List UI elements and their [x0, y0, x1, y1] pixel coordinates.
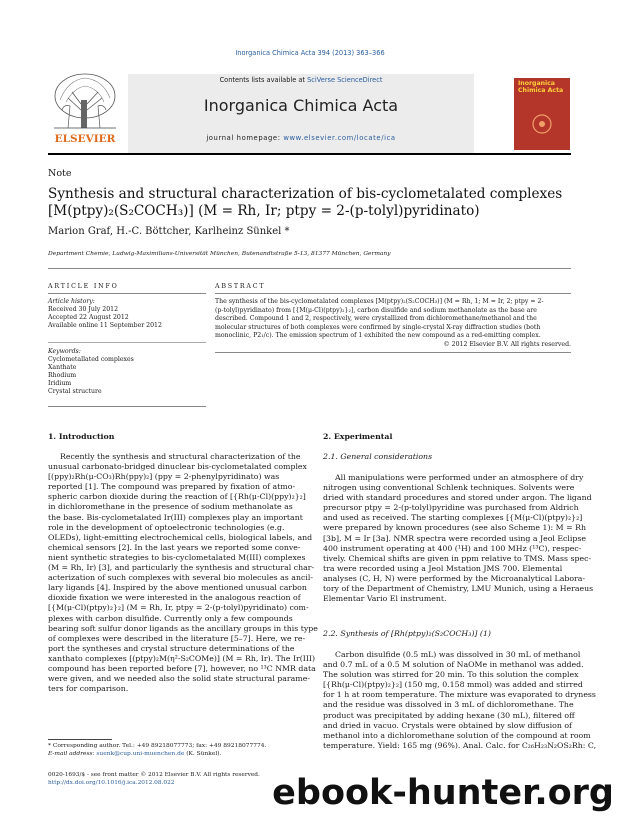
- subsection-heading-general: 2.1. General considerations: [323, 452, 433, 461]
- text-line: [(ppy)₂Rh(μ-CO₃)Rh(ppy)₂] (ppy = 2-phenylpyridinato) was: [48, 472, 280, 482]
- subsection-heading-synthesis: 2.2. Synthesis of [Rh(ptpy)₂(S₂COCH₃)] (1): [323, 629, 491, 638]
- history-received: Received 30 July 2012: [48, 306, 119, 314]
- history-accepted: Accepted 22 August 2012: [48, 314, 129, 322]
- masthead-rule: [48, 153, 571, 155]
- text-line: [{Rh(μ-Cl)(ptpy)₂}₂] (150 mg, 0.158 mmol) was added and stirred: [323, 680, 583, 690]
- text-line: dioxide fixation we were interested in the analogous reaction of: [48, 593, 301, 603]
- text-line: tively. Chemical shifts are given in ppm relative to TMS. Mass spec-: [323, 553, 592, 563]
- abstract-line: molecular structures of both complexes were confirmed by single-crystal X-ray diffraction studies (both: [215, 323, 541, 331]
- text-line: 400 instrument operating at 400 (¹H) and 100 MHz (¹³C), respec-: [323, 543, 582, 553]
- abstract-rule: [215, 293, 571, 294]
- homepage-link[interactable]: www.elsevier.com/locate/ica: [283, 134, 396, 142]
- header-divider: [48, 268, 571, 269]
- title-line-2: [M(ptpy)₂(S₂COCH₃)] (M = Rh, Ir; ptpy = 2-(p-tolyl)pyridinato): [48, 203, 480, 219]
- journal-reference[interactable]: Inorganica Chimica Acta 394 (2013) 363–366: [235, 49, 385, 57]
- text-line: lary ligands [4]. Inspired by the above mentioned unusual carbon: [48, 583, 307, 593]
- text-line: OLEDs), light-emitting electrochemical cells, biological labels, and: [48, 532, 313, 542]
- text-line: and the residue was dissolved in 3 mL of dichloromethane. The: [323, 700, 574, 710]
- text-line: of complexes were described in the literature [5–7]. Here, we re-: [48, 633, 306, 643]
- history-label: Article history:: [48, 298, 95, 305]
- article-info-heading: ARTICLE INFO: [48, 283, 119, 290]
- text-line: methanol into a dichloromethane solution of the compound at room: [323, 730, 591, 740]
- abstract-line: (p-tolyl)pyridinato) from [{M(μ-Cl)(ptpy)₂}₂], carbon disulfide and sodium methanolate as the base are: [215, 306, 537, 314]
- text-line: port the syntheses and crystal structure determinations of the: [48, 643, 295, 653]
- keywords-label: Keywords:: [48, 348, 81, 355]
- issn-line: 0020-1693/$ - see front matter © 2012 Elsevier B.V. All rights reserved.: [48, 772, 260, 778]
- front-matter-info: [48, 771, 260, 787]
- text-line: temperature. Yield: 165 mg (96%). Anal. Calc. for C₂₆H₂₃N₂OS₂Rh: C,: [323, 740, 597, 750]
- text-line: and 0.7 mL of a 0.5 M solution of NaOMe in methanol was added.: [323, 660, 584, 670]
- keyword-item: Cyclometallated complexes: [48, 356, 134, 364]
- homepage-label: journal homepage:: [206, 134, 284, 142]
- introduction-text: [48, 452, 318, 694]
- text-line: All manipulations were performed under an atmosphere of dry: [335, 473, 584, 482]
- text-line: dried with standard procedures and stored under argon. The ligand: [323, 493, 592, 503]
- abstract-line: monoclinic, P2₁/c). The emission spectrum of 1 exhibited the new compound as a red-emitting complex.: [215, 332, 541, 339]
- section-heading-experimental: 2. Experimental: [323, 432, 393, 441]
- text-line: in dichloromethane in the presence of sodium methanolate as: [48, 502, 293, 512]
- keywords: [48, 348, 208, 397]
- journal-masthead: [48, 70, 571, 155]
- text-line: for 1 h at room temperature. The mixture was evaporated to dryness: [323, 690, 596, 700]
- text-line: precursor ptpy = 2-(p-tolyl)pyridine was purchased from Aldrich: [323, 503, 579, 513]
- footnote-email-link[interactable]: suenk@cup.uni-muenchen.de: [96, 751, 185, 758]
- abstract-copyright: © 2012 Elsevier B.V. All rights reserved.: [443, 340, 571, 348]
- article-history: [48, 298, 208, 330]
- article-type: Note: [48, 168, 72, 179]
- abstract-body: [215, 298, 571, 349]
- journal-cover-thumbnail: [514, 78, 570, 150]
- watermark-text: ebook-hunter.org: [272, 773, 614, 813]
- text-line: were prepared by known procedures (see also Scheme 1): M = Rh: [323, 523, 586, 533]
- text-line: nient synthetic strategies to bis-cyclometalated M(III) complexes: [48, 552, 306, 562]
- abstract-end-rule: [215, 352, 571, 353]
- article-title: [48, 186, 578, 220]
- doi-link[interactable]: http://dx.doi.org/10.1016/j.ica.2012.08.022: [48, 780, 175, 786]
- corresponding-author-footnote: [48, 742, 266, 758]
- text-line: product was precipitated by adding hexane (30 mL), filtered off: [323, 710, 575, 720]
- keyword-item: Xanthate: [48, 364, 77, 372]
- history-online: Available online 11 September 2012: [48, 322, 162, 330]
- text-line: the base. Bis-cyclometalated Ir(III) complexes play an important: [48, 512, 303, 522]
- abstract-heading: ABSTRACT: [215, 283, 266, 290]
- abstract-line: described. Compound 1 and 2, respectively, were crystallized from dichloromethane/methanol and the: [215, 315, 537, 322]
- cover-title: Inorganica Chimica Acta: [518, 80, 564, 94]
- text-line: acterization of such complexes with several bio molecules as ancil-: [48, 573, 313, 583]
- keywords-rule: [48, 406, 206, 407]
- text-line: plexes with carbon disulfide. Currently only a few compounds: [48, 613, 293, 623]
- general-considerations-text: [323, 473, 594, 604]
- text-line: Carbon disulfide (0.5 mL) was dissolved in 30 mL of methanol: [335, 650, 581, 659]
- text-line: [3b], M = Ir [3a]. NMR spectra were recorded using a Jeol Eclipse: [323, 533, 587, 543]
- watermark: [272, 773, 620, 827]
- history-rule: [48, 342, 206, 343]
- text-line: Elementar Vario El instrument.: [323, 594, 447, 604]
- footnote-rule: [48, 739, 112, 740]
- text-line: [{M(μ-Cl)(ptpy)₂}₂] (M = Rh, Ir, ptpy = 2-(p-tolyl)pyridinato) com-: [48, 603, 309, 613]
- title-line-1: Synthesis and structural characterization of bis-cyclometalated complexes: [48, 186, 563, 202]
- text-line: xanthato complexes [(ptpy)₂M(η²-S₂COMe)] (M = Rh, Ir). The Ir(III): [48, 653, 316, 663]
- text-line: ters for comparison.: [48, 684, 129, 694]
- text-line: analyses (C, H, N) were performed by the Microanalytical Labora-: [323, 573, 586, 583]
- text-line: and used as received. The starting complexes [{M(μ-Cl)(ptpy)₂}₂]: [323, 513, 583, 523]
- text-line: compound has been reported before [7], however, no ¹³C NMR data: [48, 663, 316, 673]
- section-heading-introduction: 1. Introduction: [48, 432, 115, 441]
- keyword-item: Rhodium: [48, 372, 77, 380]
- journal-title: Inorganica Chimica Acta: [203, 96, 399, 115]
- keyword-item: Iridium: [48, 380, 72, 388]
- text-line: unusual carbonato-bridged dinuclear bis-cyclometalated complex: [48, 462, 307, 472]
- text-line: tra were recorded using a Jeol Mstation JMS 700. Elemental: [323, 563, 563, 573]
- footnote-contact: * Corresponding author. Tel.: +49 89218077773; fax: +49 89218077774.: [48, 743, 267, 749]
- contents-label: Contents lists available at: [219, 76, 308, 84]
- keyword-item: Crystal structure: [48, 388, 102, 396]
- text-line: reported [1]. The compound was prepared by fixation of atmo-: [48, 482, 296, 492]
- footnote-email-label: E-mail address:: [48, 751, 97, 758]
- text-line: nitrogen using conventional Schlenk techniques. Solvents were: [323, 483, 575, 493]
- abstract-line: The synthesis of the bis-cyclometalated complexes [M(ptpy)₂(S₂COCH₃)] (M = Rh, 1; M = Ir, 2; ptpy = 2-: [215, 298, 544, 305]
- text-line: The solution was stirred for 20 min. To this solution the complex: [323, 670, 579, 680]
- footnote-email-suffix: (K. Sünkel).: [184, 751, 222, 758]
- masthead-center: [128, 74, 474, 155]
- elsevier-wordmark: ELSEVIER: [54, 133, 116, 145]
- text-line: tory of the Department of Chemistry, LMU Munich, using a Heraeus: [323, 584, 594, 594]
- text-line: role in the development of optoelectronic technologies (e.g.: [48, 522, 285, 532]
- text-line: spheric carbon dioxide during the reaction of [{Rh(μ-Cl)(ppy)₂}₂]: [48, 492, 306, 502]
- text-line: bearing soft sulfur donor ligands as the ancillary groups in this type: [48, 623, 318, 633]
- elsevier-tree-logo: [48, 70, 122, 150]
- synthesis-text: [323, 650, 597, 751]
- text-line: were given, and we needed also the solid state structural parame-: [48, 674, 310, 684]
- text-line: chemical sensors [2]. In the last years we reported some conve-: [48, 542, 301, 552]
- sciencedirect-link[interactable]: SciVerse ScienceDirect: [307, 76, 383, 84]
- text-line: (M = Rh, Ir) [3], and particularly the synthesis and structural char-: [48, 563, 315, 573]
- article-info-rule: [48, 293, 206, 294]
- text-line: and dried in vacuo. Crystals were obtained by slow diffusion of: [323, 720, 572, 730]
- affiliation: Department Chemie, Ludwig-Maximilians-Universität München, Butenandtstraße 5-13, 81377 München, Germany: [48, 251, 391, 257]
- text-line: Recently the synthesis and structural characterization of the: [60, 452, 301, 461]
- author-list: Marion Graf, H.-C. Böttcher, Karlheinz Sünkel *: [48, 226, 290, 237]
